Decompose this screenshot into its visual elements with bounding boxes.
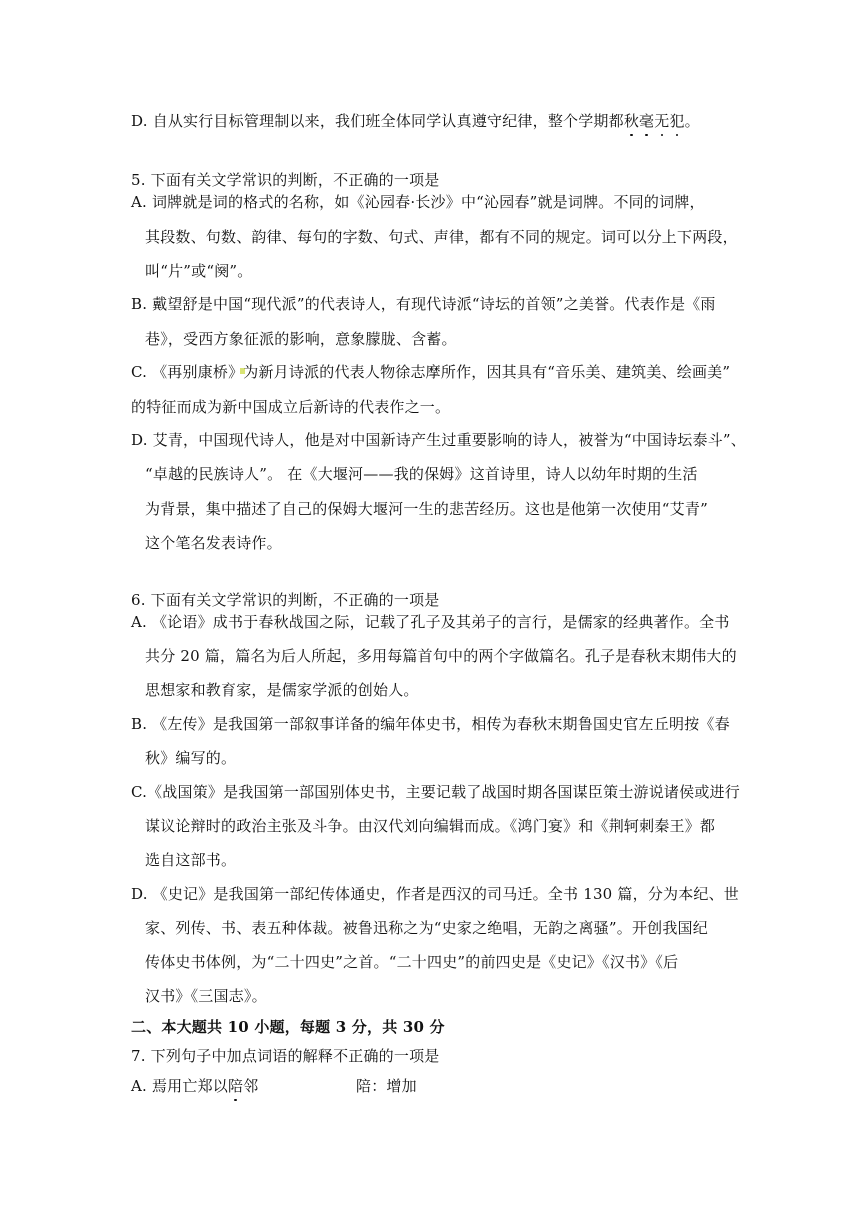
q5-option-b-line: 巷》，受西方象征派的影响，意象朦胧、含蓄。 bbox=[145, 330, 457, 348]
q7-option-a-gloss: 陪：增加 bbox=[356, 1077, 417, 1095]
q6-option-b-line: 秋》编写的。 bbox=[145, 749, 237, 767]
q5-option-d-line: D. 艾青，中国现代诗人，他是对中国新诗产生过重要影响的诗人，被誉为“中国诗坛泰斗”、 bbox=[131, 431, 746, 449]
q6-option-c-line: 谋议论辩时的政治主张及斗争。由汉代刘向编辑而成。《鸿门宴》和《荆轲刺秦王》都 bbox=[145, 817, 716, 835]
q6-option-d-line: 汉书》《三国志》。 bbox=[145, 987, 267, 1005]
q5-option-d-line: “卓越的民族诗人”。 在《大堰河——我的保姆》这首诗里，诗人以幼年时期的生活 bbox=[145, 465, 698, 483]
q6-stem: 6. 下面有关文学常识的判断，不正确的一项是 bbox=[131, 591, 440, 609]
q5-option-a-line: 叫“片”或“阕”。 bbox=[145, 262, 253, 280]
q4-option-d-text: D. 自从实行目标管理制以来，我们班全体同学认真遵守纪律，整个学期都 bbox=[131, 112, 624, 130]
q6-option-d-line: D. 《史记》是我国第一部纪传体通史，作者是西汉的司马迁。全书 130 篇，分为本纪、世 bbox=[131, 885, 739, 903]
q6-option-a-line: 共分 20 篇，篇名为后人所起，多用每篇首句中的两个字做篇名。孔子是春秋末期伟大的 bbox=[145, 647, 737, 665]
dotted-char: 无 bbox=[654, 112, 670, 130]
q6-option-a-line: 思想家和教育家，是儒家学派的创始人。 bbox=[145, 681, 419, 699]
q5-option-d-line: 这个笔名发表诗作。 bbox=[145, 534, 282, 552]
dotted-char: 秋 bbox=[623, 112, 640, 130]
q6-option-b-line: B. 《左传》是我国第一部叙事详备的编年体史书，相传为春秋末期鲁国史官左丘明按《春 bbox=[131, 715, 730, 733]
dotted-char: 毫 bbox=[639, 112, 655, 130]
q5-option-c-line: 的特征而成为新中国成立后新诗的代表作之一。 bbox=[131, 398, 451, 416]
q4-option-d bbox=[131, 111, 700, 131]
q6-option-d-line: 传体史书体例，为“二十四史”之首。“二十四史”的前四史是《史记》《汉书》《后 bbox=[145, 953, 679, 971]
q5-option-b-line: B. 戴望舒是中国“现代派”的代表诗人，有现代诗派“诗坛的首领”之美誉。代表作是《雨 bbox=[131, 295, 716, 313]
q5-option-d-line: 为背景，集中描述了自己的保姆大堰河一生的悲苦经历。这也是他第一次使用“艾青” bbox=[145, 500, 708, 518]
q6-option-c-line: 选自这部书。 bbox=[145, 851, 237, 869]
q7-option-a-post: 邻 bbox=[243, 1077, 259, 1095]
q5-stem: 5. 下面有关文学常识的判断，不正确的一项是 bbox=[131, 171, 440, 189]
q7-option-a bbox=[131, 1076, 258, 1096]
section-heading: 二、本大题共 10 小题，每题 3 分，共 30 分 bbox=[131, 1018, 445, 1036]
q5-option-a-line: A. 词牌就是词的格式的名称，如《沁园春·长沙》中“沁园春”就是词牌。不同的词牌， bbox=[131, 193, 705, 211]
q6-option-c-line: C.《战国策》是我国第一部国别体史书，主要记载了战国时期各国谋臣策士游说诸侯或进行 bbox=[131, 783, 740, 801]
q4-option-d-end: 。 bbox=[684, 112, 700, 130]
q6-option-d-line: 家、列传、书、表五种体裁。被鲁迅称之为“史家之绝唱，无韵之离骚”。开创我国纪 bbox=[145, 919, 708, 937]
q6-option-a-line: A. 《论语》成书于春秋战国之际，记载了孔子及其弟子的言行，是儒家的经典著作。全书 bbox=[131, 613, 730, 631]
q5-option-a-line: 其段数、句数、韵律、每句的字数、句式、声律，都有不同的规定。词可以分上下两段， bbox=[145, 228, 738, 246]
q7-stem: 7. 下列句子中加点词语的解释不正确的一项是 bbox=[131, 1047, 440, 1065]
q7-option-a-pre: A. 焉用亡郑以 bbox=[131, 1077, 228, 1095]
dotted-char: 犯 bbox=[669, 112, 685, 130]
dotted-char: 陪 bbox=[227, 1077, 244, 1095]
q5-option-c-line: C. 《再别康桥》为新月诗派的代表人物徐志摩所作，因其具有“音乐美、建筑美、绘画美” bbox=[131, 363, 731, 381]
